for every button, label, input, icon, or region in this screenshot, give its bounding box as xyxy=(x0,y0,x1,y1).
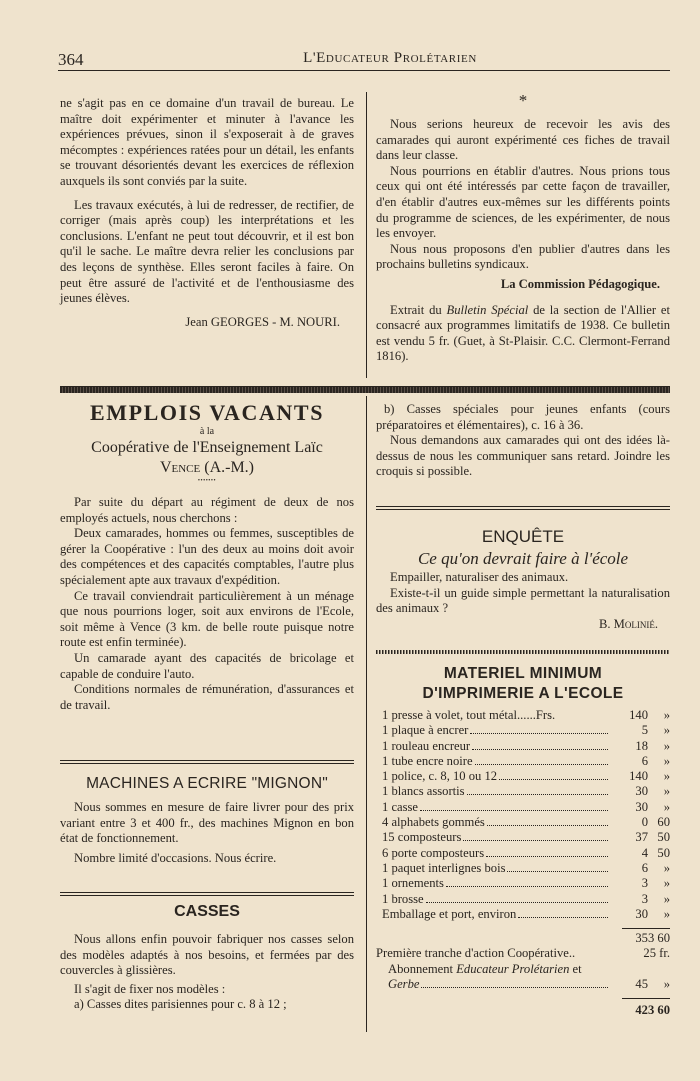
price-row xyxy=(382,769,670,784)
item-cents: 60 xyxy=(657,815,670,830)
paragraph: Nous pourrions en établir d'autres. Nous prions tous ceux qui ont été intéressés par cette façon de travailler, d'en établir d'autres eux-mêmes sur les différents points du programme de sciences, de les expérimenter, de nous les envoyer. xyxy=(376,163,670,241)
price-row xyxy=(382,892,670,907)
item-cents: 50 xyxy=(657,830,670,845)
paragraph: Deux camarades, hommes ou femmes, susceptibles de gérer la Coopérative : l'un des deux au moins doit avoir des compétences et des capacités comptables, l'autre plus spécialement apte aux travaux d'expédition. xyxy=(60,526,354,587)
a-la: à la xyxy=(199,426,215,437)
item-cents: » xyxy=(663,891,670,906)
subtotal-row xyxy=(376,931,670,946)
item-label: 6 porte composteurs xyxy=(382,845,485,860)
paragraph: ne s'agit pas en ce domaine d'un travail de bureau. Le maître doit expérimenter et minuter à l'avance les expériences prévues, sinon il s'exposerait à de graves mécomptes : expériences ratées pour un détail, les enfants se trouvant désorientés devant les exercices de réflexion auxquels ils sont conviés par la suite. xyxy=(60,96,354,188)
price-row xyxy=(382,800,670,815)
item-label: 1 tube encre noire xyxy=(382,753,473,768)
list-item: b) Casses spéciales pour jeunes enfants (cours préparatoires et élémentaires), c. 16 à 36. xyxy=(376,402,670,432)
paragraph: Existe-t-il un guide simple permettant la naturalisation des animaux ? xyxy=(376,585,670,616)
item-cents: » xyxy=(663,784,670,799)
paragraph: Nous serions heureux de recevoir les avis des camarades qui auront expérimenté ces fiches de travail dans leur classe. xyxy=(376,117,670,163)
price-row xyxy=(382,907,670,922)
gerbe-price: 45 xyxy=(635,977,648,992)
item-cents: » xyxy=(663,708,670,722)
enquete-title: ENQUÊTE xyxy=(481,527,565,546)
item-price: 6 xyxy=(641,860,648,875)
journal-title: L'Educateur Prolétarien xyxy=(303,50,477,66)
paragraph: Un camarade ayant des capacités de bricolage et capable de conduire l'auto. xyxy=(60,650,354,681)
paragraph: Nombre limité d'occasions. Nous écrire. xyxy=(74,850,277,865)
item-cents: » xyxy=(663,860,670,875)
total-rule xyxy=(622,998,670,999)
price-row xyxy=(382,876,670,891)
column-divider xyxy=(366,396,367,1032)
paragraph: Nous sommes en mesure de faire livrer pour des prix variant entre 3 et 400 fr., des machines Mignon en bon état de fonctionnement. xyxy=(60,800,354,846)
subtotal-rule xyxy=(622,928,670,929)
item-price: 30 xyxy=(635,784,648,799)
price-row xyxy=(382,861,670,876)
price-list xyxy=(376,708,670,922)
item-label: 1 blancs assortis xyxy=(382,784,465,799)
item-label: 1 ornements xyxy=(382,876,444,891)
item-cents: » xyxy=(663,723,670,738)
item-price: 140 xyxy=(629,769,648,784)
item-price: 3 xyxy=(641,891,648,906)
ornament-dots: ••••••• xyxy=(197,478,217,484)
place-name: Vence (A.-M.) xyxy=(159,459,255,476)
enquete-subtitle: Ce qu'on devrait faire à l'école xyxy=(417,549,629,568)
price-row xyxy=(382,723,670,738)
paragraph: Il s'agit de fixer nos modèles : xyxy=(74,981,226,996)
item-price: 37 xyxy=(635,830,648,845)
column-divider xyxy=(366,92,367,378)
materiel-section xyxy=(376,664,670,1019)
paragraph: Nous demandons aux camarades qui ont des idées là-dessus de nous les communiquer sans retard. Joindre les croquis si possible. xyxy=(376,433,670,479)
extract-post: de la section de l'Allier et consacré aux programmes limitatifs de 1938. Ce bulletin est vendu 5 fr. (Guet, à St-Plaisir. C.C. Clermont-Ferrand 1816). xyxy=(376,302,670,364)
paragraph: Nous allons enfin pouvoir fabriquer nos casses selon des modèles adaptés à nos besoins, et fermées par des couvercles à glissières. xyxy=(60,932,354,978)
item-label: 1 casse xyxy=(382,799,419,814)
extract-note xyxy=(376,303,670,365)
price-row xyxy=(382,739,670,754)
header-rule xyxy=(58,70,670,71)
item-price: 3 xyxy=(641,876,648,891)
total-row xyxy=(376,1003,670,1018)
subtotal: 353 60 xyxy=(635,931,670,946)
item-label: 1 plaque à encrer xyxy=(382,723,469,738)
gerbe-suffix: » xyxy=(663,977,670,992)
bulletin-title: Bulletin Spécial xyxy=(446,302,529,317)
section-rule xyxy=(60,760,354,764)
price-row xyxy=(382,830,670,845)
machines-section xyxy=(60,774,354,866)
enquete-section xyxy=(376,526,670,632)
total: 423 60 xyxy=(635,1003,670,1018)
item-label: 1 police, c. 8, 10 ou 12 xyxy=(382,769,498,784)
journal-name: Educateur Prolétarien xyxy=(456,961,570,976)
abonnement-row xyxy=(376,962,670,977)
extract-pre: Extrait du xyxy=(390,302,447,317)
action-row xyxy=(376,946,670,961)
page-number: 364 xyxy=(58,50,84,69)
item-price: 4 xyxy=(641,845,648,860)
emplois-title: EMPLOIS VACANTS xyxy=(89,400,325,425)
asterisk-separator: * xyxy=(518,91,528,110)
gerbe-label: Gerbe xyxy=(388,977,420,992)
section-separator xyxy=(60,386,670,393)
price-row xyxy=(382,784,670,799)
right-top-article xyxy=(376,92,670,365)
signature: Jean GEORGES - M. NOURI. xyxy=(185,314,340,329)
item-cents: » xyxy=(663,876,670,891)
item-price: 30 xyxy=(635,799,648,814)
dotted-rule xyxy=(376,650,670,654)
item-label: 1 paquet interlignes bois xyxy=(382,860,506,875)
item-price: 5 xyxy=(641,723,648,738)
paragraph: Empailler, naturaliser des animaux. xyxy=(390,570,569,584)
price-row xyxy=(382,708,670,723)
item-label: 15 composteurs xyxy=(382,830,462,845)
organisation-name: Coopérative de l'Enseignement Laïc xyxy=(91,439,323,456)
abonnement-label: Abonnement Educateur Prolétarien et xyxy=(388,961,582,976)
materiel-title-line1: MATERIEL MINIMUM xyxy=(443,665,603,682)
paragraph: Ce travail conviendrait particulièrement à un ménage que nous pourrions loger, soit aux environs de l'Ecole, soit même à Vence (3 km. de belle route puisque notre route est enfin terminée). xyxy=(60,588,354,650)
item-price: 0 xyxy=(641,815,648,830)
paragraph: Par suite du départ au régiment de deux de nos employés actuels, nous cherchons : xyxy=(60,495,354,525)
gerbe-row xyxy=(376,977,670,992)
item-label: Emballage et port, environ xyxy=(382,906,517,921)
item-cents: 50 xyxy=(657,845,670,860)
section-rule xyxy=(60,892,354,896)
item-price: 140 xyxy=(629,708,648,722)
item-cents: » xyxy=(663,769,670,784)
item-label: 1 presse à volet, tout métal......Frs. xyxy=(382,708,556,722)
item-label: 4 alphabets gommés xyxy=(382,815,485,830)
item-cents: » xyxy=(663,738,670,753)
price-row xyxy=(382,754,670,769)
paragraph: Les travaux exécutés, à lui de redresser, de rectifier, de corriger (mais après coup) les interprétations et les conclusions. L'enfant ne peut tout découvrir, et il est bon qu'il le sache. Le maître devra relier les conclusions par des leçons de synthèse. Elles seront faciles à faire. On peut être assuré de l'activité et de l'enthousiasme des jeunes élèves. xyxy=(60,197,354,306)
item-cents: » xyxy=(663,799,670,814)
left-top-article xyxy=(60,96,354,330)
action-price: 25 fr. xyxy=(643,946,670,961)
signature: B. Molinié. xyxy=(598,616,658,631)
action-label: Première tranche d'action Coopérative.. xyxy=(376,946,576,961)
price-row xyxy=(382,815,670,830)
item-price: 6 xyxy=(641,753,648,768)
casses-section xyxy=(60,902,354,1013)
item-price: 30 xyxy=(635,906,648,921)
item-cents: » xyxy=(663,906,670,921)
materiel-title-line2: D'IMPRIMERIE A L'ECOLE xyxy=(422,685,624,702)
paragraph: Conditions normales de rémunération, d'assurances et de travail. xyxy=(60,682,354,712)
price-row xyxy=(382,846,670,861)
casses-title: CASSES xyxy=(174,903,240,920)
list-item: a) Casses dites parisiennes pour c. 8 à 12 ; xyxy=(74,997,287,1012)
machines-title: MACHINES A ECRIRE "MIGNON" xyxy=(86,775,328,792)
section-rule xyxy=(376,506,670,510)
casses-continued xyxy=(376,402,670,480)
item-price: 18 xyxy=(635,738,648,753)
item-label: 1 rouleau encreur xyxy=(382,738,471,753)
item-label: 1 brosse xyxy=(382,891,424,906)
paragraph: Nous nous proposons d'en publier d'autres dans les prochains bulletins syndicaux. xyxy=(376,241,670,272)
emplois-vacants-section xyxy=(60,400,354,713)
signature: La Commission Pédagogique. xyxy=(500,276,660,291)
item-cents: » xyxy=(663,753,670,768)
